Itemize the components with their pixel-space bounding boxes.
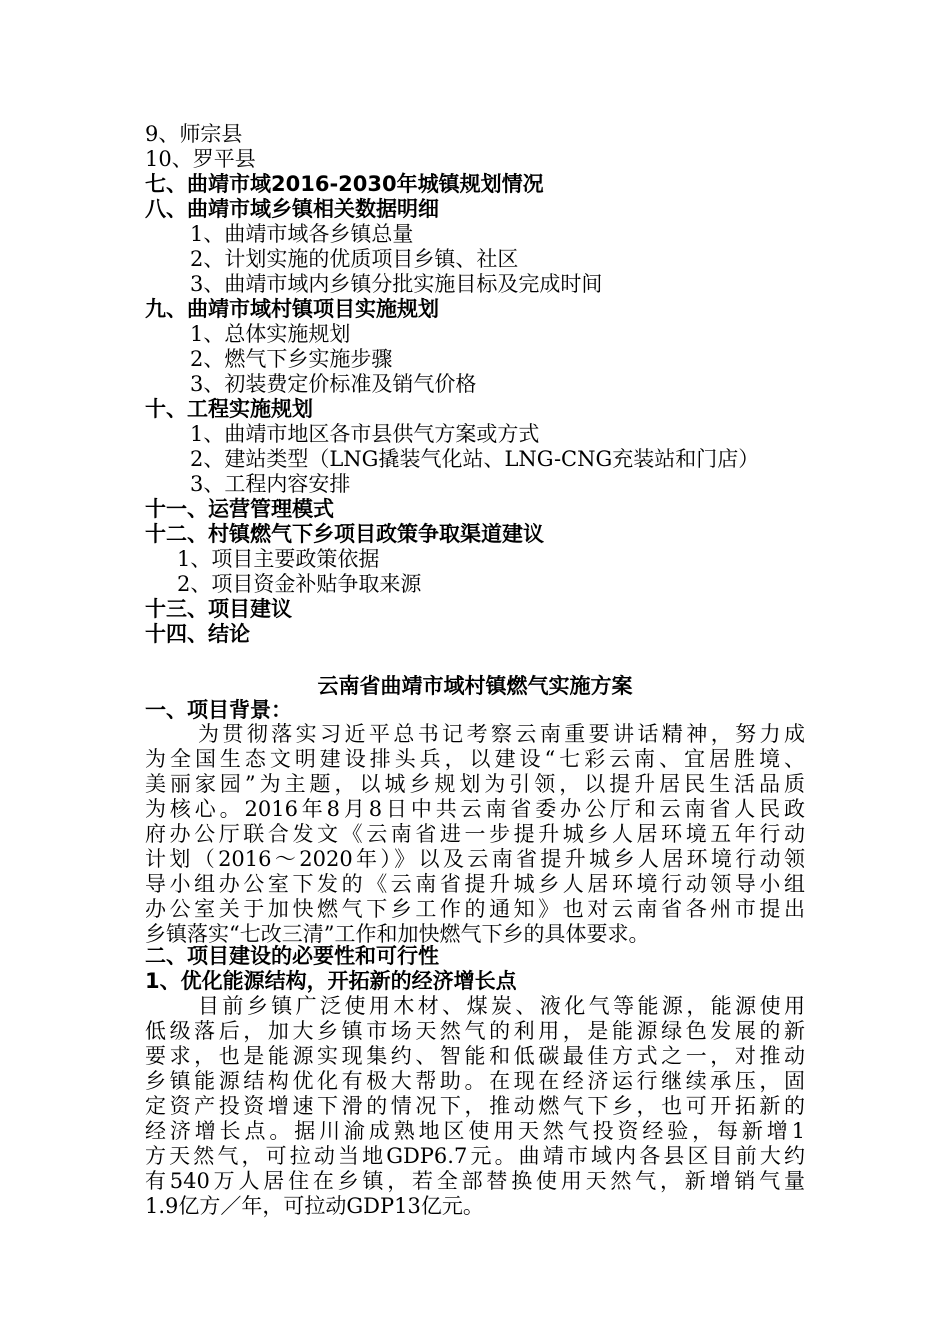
paragraph-line: 导小组办公室下发的《云南省提升城乡人居环境行动领导小组 [145, 872, 805, 896]
paragraph-line: 计划（2016～2020年）》以及云南省提升城乡人居环境行动领 [145, 847, 805, 871]
toc-subitem: 2、建站类型（LNG撬装气化站、LNG-CNG充装站和门店） [190, 447, 760, 471]
paragraph-line: 目前乡镇广泛使用木材、煤炭、液化气等能源，能源使用 [198, 994, 805, 1018]
paragraph-line: 定资产投资增速下滑的情况下，推动燃气下乡，也可开拓新的 [145, 1094, 805, 1118]
toc-subitem: 1、曲靖市地区各市县供气方案或方式 [190, 422, 540, 446]
subsection-heading-energy: 1、优化能源结构，开拓新的经济增长点 [145, 969, 517, 993]
toc-subitem: 3、初装费定价标准及销气价格 [190, 372, 477, 396]
toc-subitem: 2、燃气下乡实施步骤 [190, 347, 393, 371]
paragraph-line: 要求，也是能源实现集约、智能和低碳最佳方式之一，对推动 [145, 1044, 805, 1068]
toc-chapter: 九、曲靖市域村镇项目实施规划 [145, 297, 439, 321]
paragraph-line: 为全国生态文明建设排头兵，以建设“七彩云南、宜居胜境、 [145, 747, 805, 771]
toc-subitem: 2、项目资金补贴争取来源 [177, 572, 422, 596]
paragraph-line: 乡镇能源结构优化有极大帮助。在现在经济运行继续承压，固 [145, 1069, 805, 1093]
paragraph-line: 乡镇落实“七改三清”工作和加快燃气下乡的具体要求。 [145, 922, 650, 946]
toc-chapter: 十一、运营管理模式 [145, 497, 334, 521]
document-title: 云南省曲靖市域村镇燃气实施方案 [317, 674, 633, 698]
toc-chapter: 七、曲靖市域2016-2030年城镇规划情况 [145, 172, 544, 196]
toc-subitem: 1、项目主要政策依据 [177, 547, 380, 571]
toc-subitem: 3、工程内容安排 [190, 472, 351, 496]
toc-subitem: 2、计划实施的优质项目乡镇、社区 [190, 247, 519, 271]
toc-chapter: 十、工程实施规划 [145, 397, 313, 421]
paragraph-line: 为核心。2016年8月8日中共云南省委办公厅和云南省人民政 [145, 797, 805, 821]
toc-subitem: 3、曲靖市域内乡镇分批实施目标及完成时间 [190, 272, 603, 296]
paragraph-line: 低级落后，加大乡镇市场天然气的利用，是能源绿色发展的新 [145, 1019, 805, 1043]
paragraph-line: 美丽家园”为主题，以城乡规划为引领，以提升居民生活品质 [145, 772, 805, 796]
paragraph-line: 为贯彻落实习近平总书记考察云南重要讲话精神，努力成 [198, 722, 805, 746]
toc-subitem: 10、罗平县 [145, 147, 256, 171]
paragraph-line: 经济增长点。据川渝成熟地区使用天然气投资经验，每新增1 [145, 1119, 805, 1143]
toc-chapter: 十三、项目建议 [145, 597, 292, 621]
paragraph-line: 有540万人居住在乡镇，若全部替换使用天然气，新增销气量 [145, 1169, 805, 1193]
paragraph-line: 方天然气，可拉动当地GDP6.7元。曲靖市域内各县区目前大约 [145, 1144, 805, 1168]
toc-chapter: 十二、村镇燃气下乡项目政策争取渠道建议 [145, 522, 544, 546]
section-heading-background: 一、项目背景： [145, 698, 292, 722]
paragraph-line: 1.9亿方／年，可拉动GDP13亿元。 [145, 1194, 484, 1218]
toc-subitem: 1、总体实施规划 [190, 322, 351, 346]
toc-chapter: 八、曲靖市域乡镇相关数据明细 [145, 197, 439, 221]
toc-chapter: 十四、结论 [145, 622, 250, 646]
toc-subitem: 1、曲靖市域各乡镇总量 [190, 222, 414, 246]
paragraph-line: 府办公厅联合发文《云南省进一步提升城乡人居环境五年行动 [145, 822, 805, 846]
paragraph-line: 办公室关于加快燃气下乡工作的通知》也对云南省各州市提出 [145, 897, 805, 921]
toc-subitem: 9、师宗县 [145, 122, 243, 146]
section-heading-necessity: 二、项目建设的必要性和可行性 [145, 944, 439, 968]
